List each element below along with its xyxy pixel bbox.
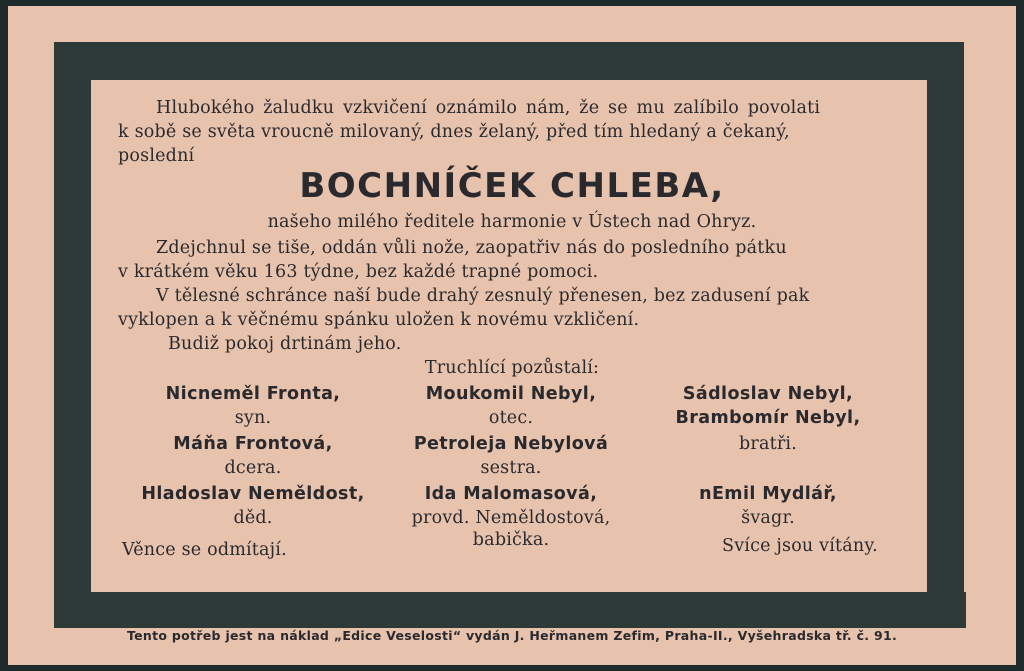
mourner-role: otec.	[488, 408, 534, 428]
obituary-card	[8, 6, 1016, 665]
mourner-name: Hladoslav Neměldost,	[141, 484, 365, 504]
mourner-role: babička.	[472, 530, 550, 550]
mourner-role: dcera.	[224, 458, 282, 478]
mourner-name: nEmil Mydlář,	[699, 484, 837, 504]
mourner-name: Sádloslav Nebyl,	[682, 384, 854, 404]
mourner-name: Máňa Frontová,	[173, 434, 333, 454]
mourner-role: švagr.	[741, 508, 795, 528]
mourner-name: Petroleja Nebylová	[413, 434, 609, 454]
printer-footer: Tento potřeb jest na náklad „Edice Veselosti“ vydán J. Heřmanem Zefim, Praha-II., Vyšehradska tř. č. 91.	[126, 628, 898, 643]
note-wreaths: Věnce se odmítají.	[122, 540, 287, 560]
intro-line-1: Hlubokého žaludku vzkvičení oznámilo nám, že se mu zalíbilo povolati	[156, 98, 821, 118]
mourning-border-top	[54, 42, 964, 80]
mourner-name: Moukomil Nebyl,	[425, 384, 597, 404]
mourner-name: Brambomír Nebyl,	[675, 408, 861, 428]
mourner-name: Nicneměl Fronta,	[165, 384, 341, 404]
body-p1-line1: Zdejchnul se tiše, oddán vůli nože, zaopatřiv nás do posledního pátku	[156, 238, 787, 258]
mourning-border-left	[54, 42, 91, 628]
mourner-role: syn.	[234, 408, 272, 428]
mourner-role: bratři.	[739, 434, 797, 454]
intro-line-3: poslední	[118, 146, 195, 166]
mourner-role: sestra.	[480, 458, 542, 478]
body-p2-line1: V tělesné schránce naší bude drahý zesnulý přenesen, bez zadusení pak	[156, 286, 810, 306]
mourner-role: provd. Neměldostová,	[411, 508, 611, 528]
mourning-border-bottom	[56, 592, 966, 628]
intro-line-2: k sobě se světa vroucně milovaný, dnes želaný, před tím hledaný a čekaný,	[118, 122, 790, 142]
mourners-heading: Truchlící pozůstalí:	[424, 358, 600, 378]
mourner-role: děd.	[233, 508, 273, 528]
note-candles: Svíce jsou vítány.	[722, 536, 878, 556]
deceased-name: BOCHNÍČEK CHLEBA,	[299, 166, 725, 206]
mourner-name: Ida Malomasová,	[424, 484, 598, 504]
mourning-border-right	[927, 42, 964, 628]
body-p1-line2: v krátkém věku 163 týdne, bez každé trapné pomoci.	[118, 262, 599, 282]
body-p3: Budiž pokoj drtinám jeho.	[168, 334, 402, 354]
body-p2-line2: vyklopen a k věčnému spánku uložen k novému vzkličení.	[118, 310, 640, 330]
deceased-subtitle: našeho milého ředitele harmonie v Ústech nad Ohryz.	[267, 212, 757, 232]
